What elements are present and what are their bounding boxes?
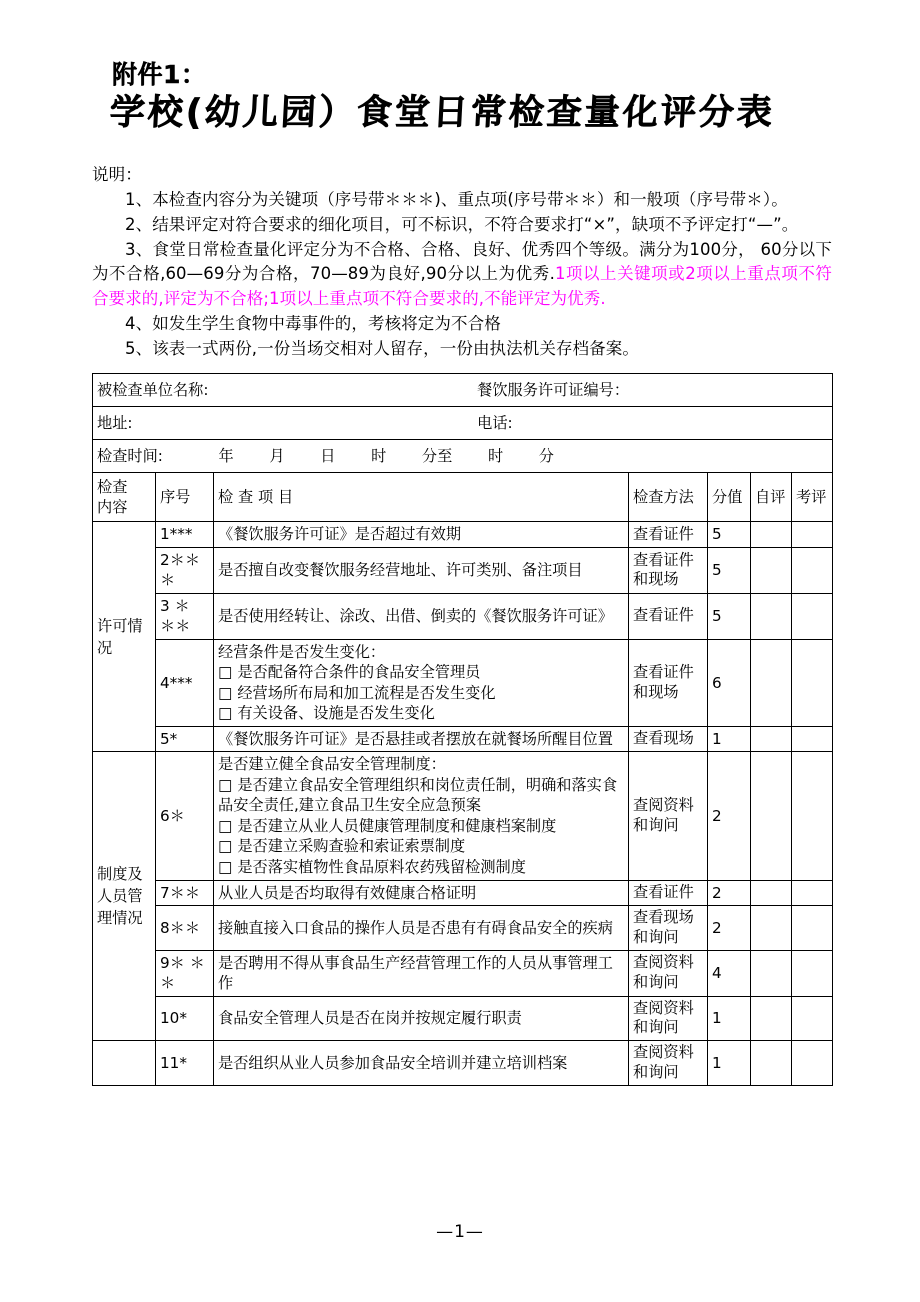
instructions-heading: 说明： [92, 165, 142, 185]
row-no: 1*** [156, 522, 214, 548]
column-header-self: 自评 [751, 473, 792, 522]
row-eval-score[interactable] [792, 880, 833, 906]
meta-cell-time [93, 440, 833, 473]
row-score: 2 [708, 880, 751, 906]
row-no: 5* [156, 726, 214, 752]
row-score: 5 [708, 522, 751, 548]
row-item: 是否建立健全食品安全管理制度： □ 是否建立食品安全管理组织和岗位责任制，明确和落实食品安全责任,建立食品卫生安全应急预案 □ 是否建立从业人员健康管理制度和健康档案制度 □ 是否建立采购查验和索证索票制度 □ 是否落实植物性食品原料农药残留检测制度 [214, 752, 629, 880]
row-score: 4 [708, 950, 751, 996]
column-header-category: 检查 内容 [93, 473, 156, 522]
row-self-score[interactable] [751, 522, 792, 548]
row-method: 查阅资料 和询问 [629, 950, 708, 996]
attachment-label: 附件1： [112, 60, 207, 89]
page-title: 学校(幼儿园）食堂日常检查量化评分表 [108, 93, 776, 133]
meta-row-address [93, 407, 833, 440]
instruction-item-3-text: 3、食堂日常检查量化评定分为不合格、合格、良好、优秀四个等级。满分为100分， 60分以下为不合格,60—69分为合格，70—89为良好,90分以上为优秀. [92, 239, 832, 284]
table-row [93, 547, 833, 593]
row-method: 查看证件 [629, 593, 708, 639]
table-row [93, 522, 833, 548]
inspection-time-label: 检查时间: [97, 446, 163, 465]
table-row [93, 880, 833, 906]
row-self-score[interactable] [751, 547, 792, 593]
phone-label: 电话: [477, 413, 513, 432]
page-number-footer: —1— [436, 1222, 484, 1242]
row-self-score[interactable] [751, 726, 792, 752]
time-minute2-label: 分 [538, 446, 554, 465]
row-score: 6 [708, 639, 751, 726]
row-eval-score[interactable] [792, 950, 833, 996]
row-self-score[interactable] [751, 950, 792, 996]
row-self-score[interactable] [751, 752, 792, 880]
instruction-item-4: 4、如发生学生食物中毒事件的，考核将定为不合格 [125, 313, 501, 333]
time-year-label: 年 [218, 446, 234, 465]
checklist-item: □ 是否配备符合条件的食品安全管理员 [218, 663, 481, 682]
row-no: 2＊＊＊ [156, 547, 214, 593]
row-eval-score[interactable] [792, 593, 833, 639]
checklist-item: □ 是否落实植物性食品原料农药残留检测制度 [218, 857, 526, 876]
table-row [93, 752, 833, 880]
unit-name-label: 被检查单位名称: [97, 380, 209, 399]
row-score: 1 [708, 996, 751, 1041]
row-eval-score[interactable] [792, 726, 833, 752]
checklist-item: □ 有关设备、设施是否发生变化 [218, 704, 435, 723]
checklist-item: □ 是否建立从业人员健康管理制度和健康档案制度 [218, 816, 557, 835]
row-eval-score[interactable] [792, 996, 833, 1041]
row-item: 从业人员是否均取得有效健康合格证明 [214, 880, 629, 906]
table-row [93, 996, 833, 1041]
instruction-item-3 [92, 238, 832, 312]
row-score: 5 [708, 593, 751, 639]
checklist-item: □ 是否建立采购查验和索证索票制度 [218, 837, 466, 856]
checkbox-icon[interactable]: □ [218, 775, 233, 794]
row-item: 经营条件是否发生变化： □ 是否配备符合条件的食品安全管理员 □ 经营场所布局和加工流程是否发生变化 □ 有关设备、设施是否发生变化 [214, 639, 629, 726]
row-self-score[interactable] [751, 906, 792, 951]
column-header-item: 检 查 项 目 [214, 473, 629, 522]
row-score: 2 [708, 906, 751, 951]
row-item: 《餐饮服务许可证》是否超过有效期 [214, 522, 629, 548]
column-header-no: 序号 [156, 473, 214, 522]
row-self-score[interactable] [751, 639, 792, 726]
row-self-score[interactable] [751, 593, 792, 639]
row-self-score[interactable] [751, 1041, 792, 1086]
time-month-label: 月 [269, 446, 285, 465]
row-self-score[interactable] [751, 880, 792, 906]
row-eval-score[interactable] [792, 752, 833, 880]
time-hour2-label: 时 [487, 446, 504, 465]
table-row [93, 950, 833, 996]
row-method: 查看证件 和现场 [629, 639, 708, 726]
row-item: 接触直接入口食品的操作人员是否患有有碍食品安全的疾病 [214, 906, 629, 951]
row-method: 查阅资料 和询问 [629, 996, 708, 1041]
column-header-eval: 考评 [792, 473, 833, 522]
row-method: 查阅资料 和询问 [629, 752, 708, 880]
time-hour-label: 时 [371, 446, 387, 465]
table-row [93, 1041, 833, 1086]
row-item: 食品安全管理人员是否在岗并按规定履行职责 [214, 996, 629, 1041]
page-content [92, 0, 832, 1086]
instruction-item-5: 5、该表一式两份,一份当场交相对人留存，一份由执法机关存档备案。 [125, 338, 639, 358]
row-method: 查阅资料 和询问 [629, 1041, 708, 1086]
row-no: 8＊＊ [156, 906, 214, 951]
row-item: 是否擅自改变餐饮服务经营地址、许可类别、备注项目 [214, 547, 629, 593]
row-method: 查看证件 和现场 [629, 547, 708, 593]
time-day-label: 日 [320, 446, 336, 465]
address-label: 地址: [97, 413, 133, 432]
row-method: 查看证件 [629, 522, 708, 548]
row-score: 1 [708, 1041, 751, 1086]
inspection-form-table [92, 373, 833, 1085]
meta-row-unit [93, 374, 833, 407]
row-no: 11* [156, 1041, 214, 1086]
row-item: 是否聘用不得从事食品生产经营管理工作的人员从事管理工作 [214, 950, 629, 996]
row-score: 5 [708, 547, 751, 593]
row-item: 是否组织从业人员参加食品安全培训并建立培训档案 [214, 1041, 629, 1086]
row-eval-score[interactable] [792, 547, 833, 593]
instruction-item-2: 2、结果评定对符合要求的细化项目，可不标识，不符合要求打“×”，缺项不予评定打“—”。 [125, 214, 799, 234]
license-no-label: 餐饮服务许可证编号： [477, 380, 630, 399]
checkbox-icon[interactable]: □ [218, 816, 233, 835]
row-no: 6＊ [156, 752, 214, 880]
table-row [93, 906, 833, 951]
row-item: 是否使用经转让、涂改、出借、倒卖的《餐饮服务许可证》 [214, 593, 629, 639]
table-row [93, 639, 833, 726]
checkbox-icon[interactable]: □ [218, 683, 233, 702]
row-no: 9＊ ＊＊ [156, 950, 214, 996]
checklist-item: □ 是否建立食品安全管理组织和岗位责任制，明确和落实食品安全责任,建立食品卫生安全应急预案 [218, 775, 618, 815]
row-no: 7＊＊ [156, 880, 214, 906]
checkbox-icon[interactable]: □ [218, 837, 233, 856]
checklist-item: □ 经营场所布局和加工流程是否发生变化 [218, 683, 496, 702]
table-row [93, 726, 833, 752]
row-eval-score[interactable] [792, 906, 833, 951]
column-header-method: 检查方法 [629, 473, 708, 522]
meta-cell-unit [93, 374, 833, 407]
instructions-block [92, 163, 832, 361]
row-method: 查看现场 [629, 726, 708, 752]
row-method: 查看证件 [629, 880, 708, 906]
category-cell-continuation [93, 1041, 156, 1086]
row-score: 1 [708, 726, 751, 752]
column-header-score: 分值 [708, 473, 751, 522]
table-row [93, 593, 833, 639]
row-item: 《餐饮服务许可证》是否悬挂或者摆放在就餐场所醒目位置 [214, 726, 629, 752]
checkbox-icon[interactable]: □ [218, 704, 233, 723]
category-cell-management: 制度及 人员管 理情况 [93, 752, 156, 1041]
meta-cell-address [93, 407, 833, 440]
instruction-item-1: 1、本检查内容分为关键项（序号带＊＊＊)、重点项(序号带＊＊）和一般项（序号带＊）。 [125, 190, 788, 209]
row-eval-score[interactable] [792, 639, 833, 726]
meta-row-time [93, 440, 833, 473]
category-cell-licensing: 许可情 况 [93, 522, 156, 752]
time-minute-to-label: 分至 [421, 446, 453, 465]
row-self-score[interactable] [751, 996, 792, 1041]
checkbox-icon[interactable]: □ [218, 663, 233, 682]
row-no: 3 ＊ ＊＊ [156, 593, 214, 639]
row-eval-score[interactable] [792, 1041, 833, 1086]
instruction-highlight: 1项以上关键项或2项以上重点项不符合要求的,评定为不合格;1项以上重点项不符合要求的,不能评定为优秀. [92, 264, 833, 308]
row-score: 2 [708, 752, 751, 880]
row-eval-score[interactable] [792, 522, 833, 548]
row-no: 4*** [156, 639, 214, 726]
row-method: 查看现场 和询问 [629, 906, 708, 951]
row-no: 10* [156, 996, 214, 1041]
table-header-row [93, 473, 833, 522]
checkbox-icon[interactable]: □ [218, 857, 233, 876]
